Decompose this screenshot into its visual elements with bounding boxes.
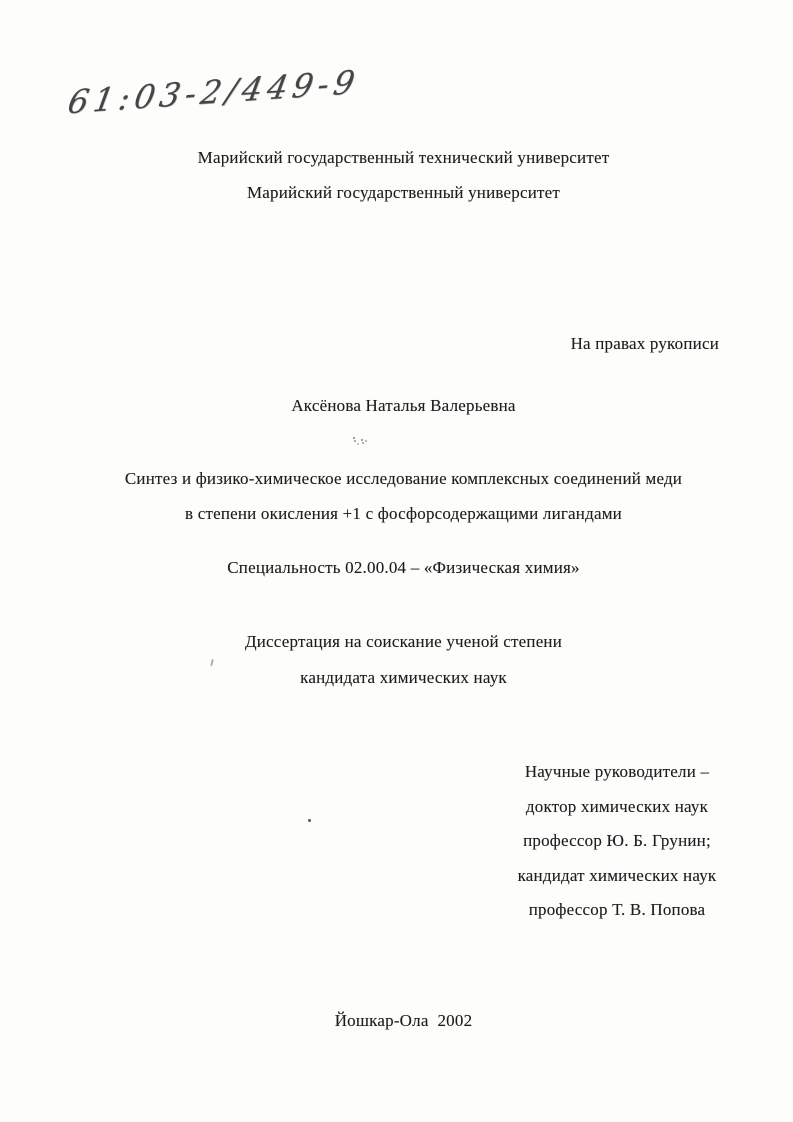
city-and-year: Йошкар-Ола 2002 [334,1011,473,1030]
supervisors-block [472,755,762,928]
scan-smudge-artifact [353,437,355,439]
dissertation-degree-statement [7,624,793,696]
scan-dot-artifact [308,819,311,822]
manuscript-rights-note: На правах рукописи [570,334,719,353]
author-name: Аксёнова Наталья Валерьевна [291,396,516,415]
dissertation-statement-line-2: кандидата химических наук [300,668,507,687]
dissertation-title [7,461,793,531]
title-line-2: в степени окисления +1 с фосфорсодержащими лигандами [185,504,622,523]
dissertation-statement-line-1: Диссертация на соискание ученой степени [244,632,563,651]
university-name-state: Марийский государственный университет [246,183,561,202]
specialty-line: Специальность 02.00.04 – «Физическая химия» [227,558,580,577]
supervisor-2-name: профессор Т. В. Попова [528,900,706,919]
supervisor-1-degree: доктор химических наук [525,796,709,816]
university-name-technical: Марийский государственный технический университет [197,148,610,167]
supervisors-heading: Научные руководители – [524,762,710,781]
supervisor-2-degree: кандидат химических наук [517,865,717,885]
university-header [7,140,793,210]
supervisor-1-name: профессор Ю. Б. Грунин; [523,831,711,850]
handwritten-catalog-number: 61:03-2/449-9 [64,62,363,122]
title-line-1: Синтез и физико-химическое исследование комплексных соединений меди [124,469,683,488]
